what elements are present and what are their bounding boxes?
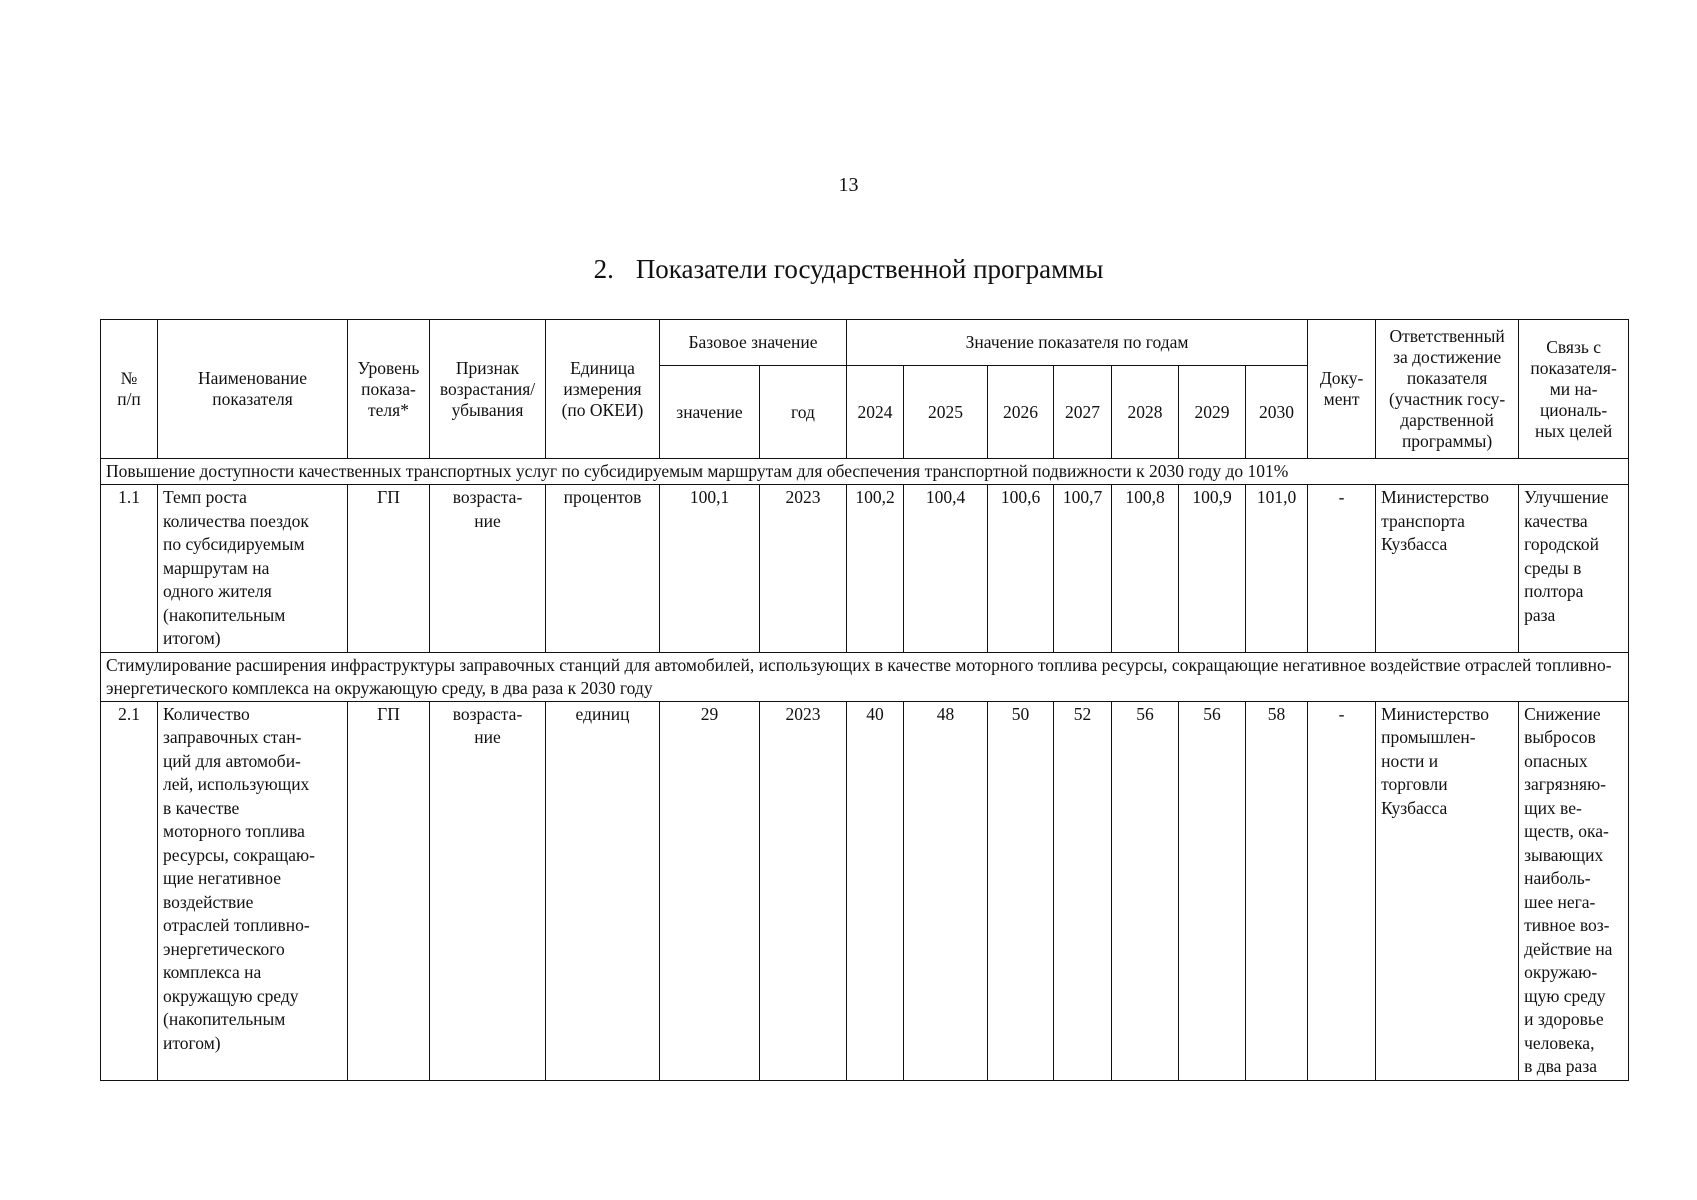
row-value-2028: 56: [1112, 701, 1179, 1080]
row-unit: единиц: [546, 701, 660, 1080]
header-num: № п/п: [101, 320, 158, 459]
row-value-2024: 40: [847, 701, 904, 1080]
indicators-table: [100, 319, 1629, 1081]
row-name: Количество заправочных стан- ций для автомоби- лей, использующих в качестве моторного топлива ресурсы, сокращаю- щие негативное воздействие отраслей топливно- энергетического комплекса на окружащую среду (накопительным итогом): [158, 701, 348, 1080]
header-base-value: значение: [660, 366, 760, 459]
header-year: 2027: [1054, 366, 1112, 459]
row-value-2024: 100,2: [847, 485, 904, 653]
row-sign: возраста- ние: [430, 701, 546, 1080]
header-document: Доку- мент: [1308, 320, 1376, 459]
header-year: 2025: [904, 366, 988, 459]
row-name: Темп роста количества поездок по субсидируемым маршрутам на одного жителя (накопительным итогом): [158, 485, 348, 653]
header-base: Базовое значение: [660, 320, 847, 366]
row-link: Улучшение качества городской среды в полтора раза: [1519, 485, 1629, 653]
row-responsible: Министерство транспорта Кузбасса: [1376, 485, 1519, 653]
row-value-2026: 50: [988, 701, 1054, 1080]
row-unit: процентов: [546, 485, 660, 653]
header-level: Уровень показа- теля*: [348, 320, 430, 459]
header-year: 2029: [1179, 366, 1246, 459]
header-year: 2026: [988, 366, 1054, 459]
row-value-2027: 100,7: [1054, 485, 1112, 653]
row-level: ГП: [348, 485, 430, 653]
page-number: 13: [838, 174, 859, 196]
header-year: 2030: [1246, 366, 1308, 459]
header-unit: Единица измерения (по ОКЕИ): [546, 320, 660, 459]
section-title-row: Повышение доступности качественных транспортных услуг по субсидируемым маршрутам для обеспечения транспортной подвижности к 2030 году до 101%: [101, 459, 1629, 485]
row-value-2025: 48: [904, 701, 988, 1080]
row-document: -: [1308, 485, 1376, 653]
row-level: ГП: [348, 701, 430, 1080]
row-value-2030: 58: [1246, 701, 1308, 1080]
header-year: 2028: [1112, 366, 1179, 459]
row-sign: возраста- ние: [430, 485, 546, 653]
header-years-group: Значение показателя по годам: [847, 320, 1308, 366]
row-value-2028: 100,8: [1112, 485, 1179, 653]
header-link: Связь с показателя- ми на- циональ- ных целей: [1519, 320, 1629, 459]
row-num: 2.1: [101, 701, 158, 1080]
row-base-year: 2023: [760, 485, 847, 653]
row-base-year: 2023: [760, 701, 847, 1080]
row-num: 1.1: [101, 485, 158, 653]
header-year: 2024: [847, 366, 904, 459]
header-responsible: Ответственный за достижение показателя (участник госу- дарственной программы): [1376, 320, 1519, 459]
row-value-2027: 52: [1054, 701, 1112, 1080]
section-number: 2.: [593, 254, 614, 284]
page-title: [0, 254, 1697, 285]
row-responsible: Министерство промышлен- ности и торговли Кузбасса: [1376, 701, 1519, 1080]
row-value-2029: 56: [1179, 701, 1246, 1080]
row-base-value: 100,1: [660, 485, 760, 653]
row-document: -: [1308, 701, 1376, 1080]
row-value-2030: 101,0: [1246, 485, 1308, 653]
row-base-value: 29: [660, 701, 760, 1080]
row-link: Снижение выбросов опасных загрязняю- щих ве- ществ, ока- зывающих наиболь- шее нега- тивное воз- действие на окружаю- щую среду и здоровье человека, в два раза: [1519, 701, 1629, 1080]
row-value-2029: 100,9: [1179, 485, 1246, 653]
header-name: Наименование показателя: [158, 320, 348, 459]
header-base-year: год: [760, 366, 847, 459]
header-sign: Признак возрастания/ убывания: [430, 320, 546, 459]
row-value-2026: 100,6: [988, 485, 1054, 653]
section-title: Показатели государственной программы: [635, 254, 1104, 284]
section-title-row: Стимулирование расширения инфраструктуры заправочных станций для автомобилей, использующих в качестве моторного топлива ресурсы, сокращающие негативное воздействие отраслей топливно-энергетического комплекса на окружающую среду, в два раза к 2030 году: [101, 652, 1629, 701]
row-value-2025: 100,4: [904, 485, 988, 653]
